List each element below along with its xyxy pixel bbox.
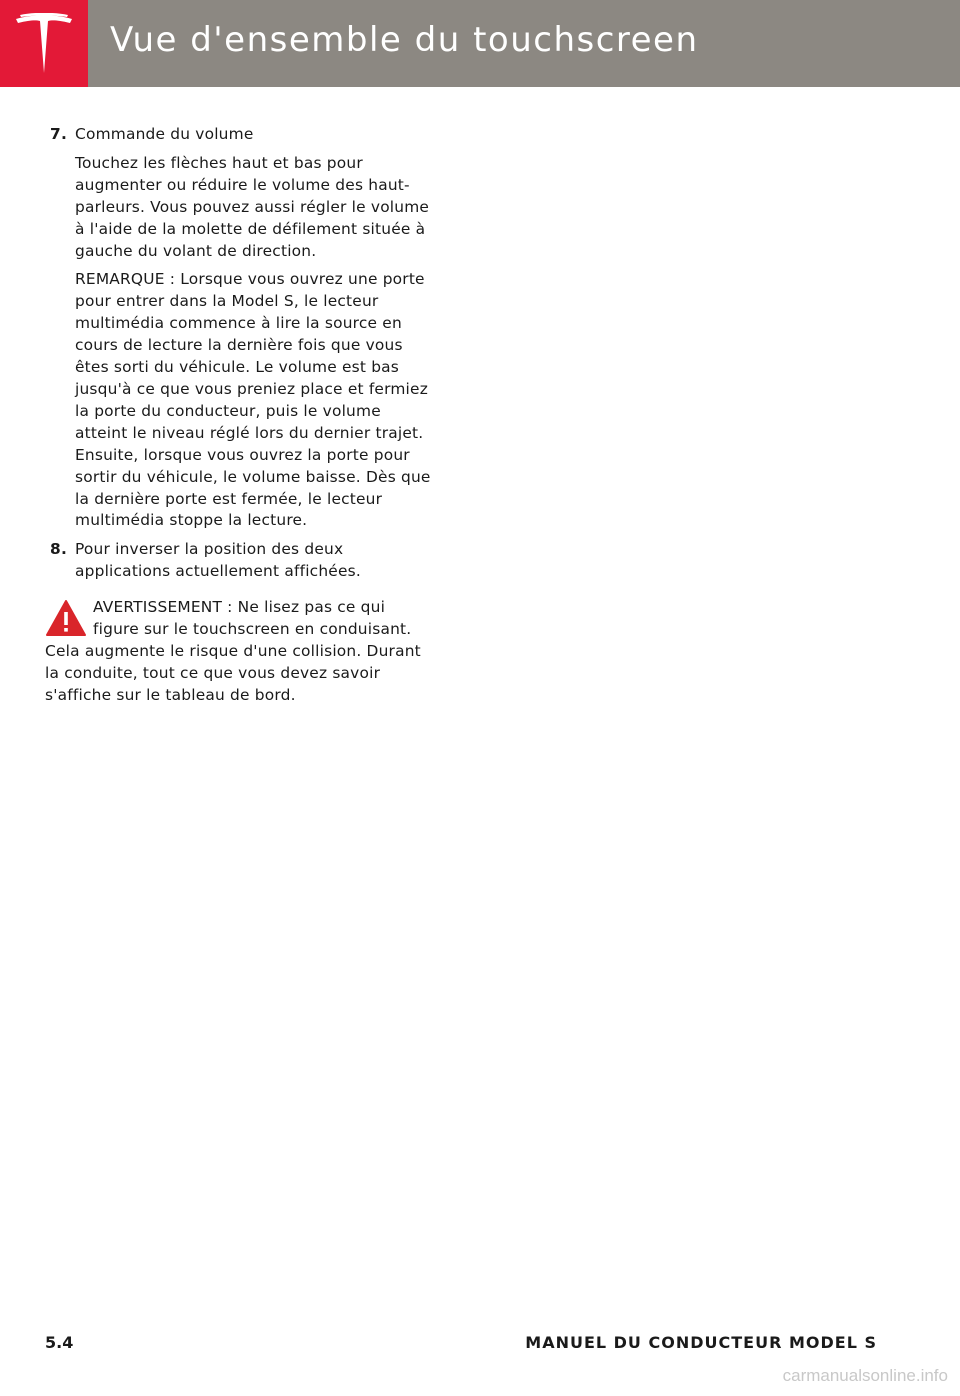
warning-line-1: AVERTISSEMENT : Ne lisez pas ce qui — [93, 598, 386, 617]
tesla-logo — [0, 0, 88, 87]
manual-title: MANUEL DU CONDUCTEUR MODEL S — [525, 1333, 877, 1352]
page-number: 5.4 — [45, 1333, 74, 1352]
main-content — [45, 124, 437, 707]
item-number: 8. — [50, 540, 67, 559]
item-body: Touchez les flèches haut et bas pour augmenter ou réduire le volume des haut-parleurs. Vous pouvez aussi régler le volume à l'aide de la molette de défilement située à gauche du volant de direction. — [75, 153, 430, 260]
warning-block — [45, 597, 437, 707]
item-note: REMARQUE : Lorsque vous ouvrez une porte pour entrer dans la Model S, le lecteur multimédia commence à lire la source en cours de lecture la dernière fois que vous êtes sorti du véhicule. Le volume est bas jusqu'à ce que vous preniez place et fermiez la porte du conducteur, puis le volume atteint le niveau réglé lors du dernier trajet. Ensuite, lorsque vous ouvrez la porte pour sortir du véhicule, le volume baisse. Dès que la dernière porte est fermée, le lecteur multimédia stoppe la lecture. — [75, 270, 431, 530]
item-heading: Commande du volume — [75, 125, 254, 143]
warning-line-2: figure sur le touchscreen en conduisant. — [93, 620, 412, 639]
page-header — [0, 0, 960, 87]
list-item — [45, 124, 437, 532]
tesla-logo-icon — [14, 13, 74, 75]
item-number: 7. — [50, 125, 67, 143]
watermark: carmanualsonline.info — [782, 1366, 948, 1385]
warning-triangle-icon — [45, 599, 87, 637]
item-heading: Pour inverser la position des deux applications actuellement affichées. — [75, 540, 361, 581]
warning-text: Cela augmente le risque d'une collision. Durant la conduite, tout ce que vous devez savoir s'affiche sur le tableau de bord. — [45, 641, 421, 704]
page-title: Vue d'ensemble du touchscreen — [110, 20, 699, 60]
list-item — [45, 539, 437, 583]
